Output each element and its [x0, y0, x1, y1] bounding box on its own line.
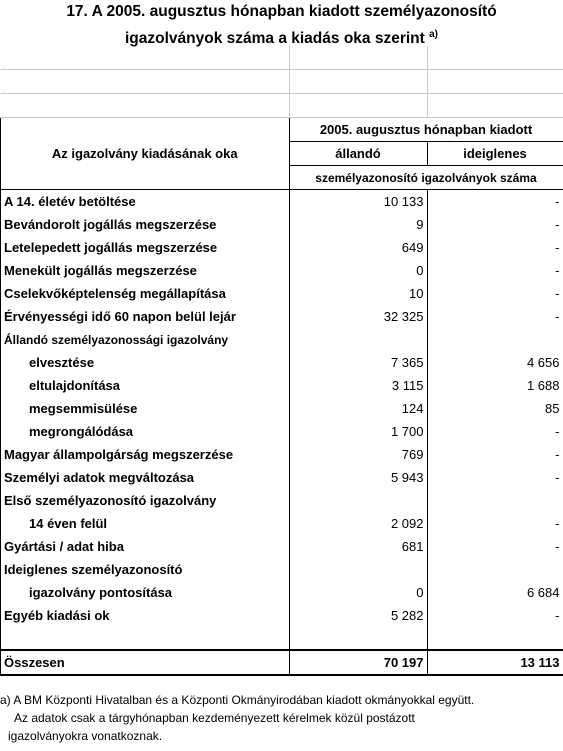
permanent-value: 5 282 [289, 604, 427, 627]
temporary-value: - [427, 512, 563, 535]
permanent-value: 1 700 [289, 420, 427, 443]
table-row [1, 305, 563, 328]
temporary-value: - [427, 443, 563, 466]
row-label: Állandó személyazonossági igazolvány [1, 328, 290, 351]
col-permanent-header: állandó [289, 142, 427, 166]
temporary-value: - [427, 535, 563, 558]
row-label: Magyar állampolgárság megszerzése [1, 443, 290, 466]
row-label: Letelepedett jogállás megszerzése [1, 236, 290, 259]
table-row [1, 282, 563, 305]
table-row [1, 581, 563, 604]
table-row [1, 558, 563, 581]
row-label: Cselekvőképtelenség megállapítása [1, 282, 290, 305]
table-row [1, 420, 563, 443]
row-label: megrongálódása [1, 420, 290, 443]
permanent-value: 124 [289, 397, 427, 420]
total-temporary: 13 113 [427, 650, 563, 675]
footnote-line-3: igazolványokra vonatkoznak. [8, 729, 163, 743]
period-header: 2005. augusztus hónapban kiadott [289, 118, 563, 142]
table-row [1, 213, 563, 236]
row-label: Egyéb kiadási ok [1, 604, 290, 627]
permanent-value: 649 [289, 236, 427, 259]
temporary-value: 6 684 [427, 581, 563, 604]
permanent-value: 0 [289, 581, 427, 604]
row-label: Menekült jogállás megszerzése [1, 259, 290, 282]
temporary-value [427, 328, 563, 351]
permanent-value: 769 [289, 443, 427, 466]
temporary-value: - [427, 604, 563, 627]
table-row [1, 489, 563, 512]
permanent-value [289, 558, 427, 581]
row-label: igazolvány pontosítása [1, 581, 290, 604]
permanent-value: 9 [289, 213, 427, 236]
table-row [1, 443, 563, 466]
permanent-value [289, 328, 427, 351]
permanent-value: 32 325 [289, 305, 427, 328]
temporary-value: - [427, 259, 563, 282]
row-label: elvesztése [1, 351, 290, 374]
row-label-header: Az igazolvány kiadásának oka [1, 142, 290, 166]
total-permanent: 70 197 [289, 650, 427, 675]
temporary-value: - [427, 190, 563, 214]
permanent-value: 5 943 [289, 466, 427, 489]
table-row [1, 512, 563, 535]
temporary-value: - [427, 420, 563, 443]
row-label: eltulajdonítása [1, 374, 290, 397]
temporary-value: - [427, 236, 563, 259]
table-row [1, 604, 563, 627]
title-line-2-text: igazolványok száma a kiadás oka szerint [124, 30, 425, 47]
row-label: Érvényességi idő 60 napon belül lejár [1, 305, 290, 328]
temporary-value: - [427, 305, 563, 328]
footnote-line-2: Az adatok csak a tárgyhónapban kezdeményezett kérelmek közül postázott [14, 711, 415, 725]
row-label: megsemmisülése [1, 397, 290, 420]
temporary-value: 1 688 [427, 374, 563, 397]
footnote [0, 691, 563, 745]
permanent-value [289, 489, 427, 512]
temporary-value: - [427, 213, 563, 236]
title-note-mark: a) [429, 29, 439, 40]
temporary-value: - [427, 282, 563, 305]
table-row [1, 351, 563, 374]
table-row [1, 190, 563, 214]
row-label: Gyártási / adat hiba [1, 535, 290, 558]
row-label: A 14. életév betöltése [1, 190, 290, 214]
row-label: Bevándorolt jogállás megszerzése [1, 213, 290, 236]
table-row [1, 259, 563, 282]
row-label: Ideiglenes személyazonosító [1, 558, 290, 581]
row-label: 14 éven felül [1, 512, 290, 535]
total-row [1, 650, 563, 675]
table-row [1, 466, 563, 489]
table-row [1, 236, 563, 259]
table-row [1, 397, 563, 420]
table-row [1, 328, 563, 351]
permanent-value: 2 092 [289, 512, 427, 535]
col-temporary-header: ideiglenes [427, 142, 563, 166]
table-row [1, 374, 563, 397]
unit-header: személyazonosító igazolványok száma [289, 166, 563, 190]
total-label: Összesen [1, 650, 290, 675]
statistics-table [0, 46, 563, 676]
table-row [1, 535, 563, 558]
title-line-1: 17. A 2005. augusztus hónapban kiadott személyazonosító [66, 3, 497, 20]
temporary-value: - [427, 466, 563, 489]
permanent-value: 10 133 [289, 190, 427, 214]
permanent-value: 7 365 [289, 351, 427, 374]
row-label: Első személyazonosító igazolvány [1, 489, 290, 512]
permanent-value: 0 [289, 259, 427, 282]
footnote-line-1: a) A BM Központi Hivatalban és a Központi Okmányirodában kiadott okmányokkal együtt. [0, 693, 475, 707]
permanent-value: 3 115 [289, 374, 427, 397]
permanent-value: 10 [289, 282, 427, 305]
table-title [0, 0, 563, 46]
temporary-value: 85 [427, 397, 563, 420]
temporary-value [427, 489, 563, 512]
row-label: Személyi adatok megváltozása [1, 466, 290, 489]
temporary-value: 4 656 [427, 351, 563, 374]
temporary-value [427, 558, 563, 581]
permanent-value: 681 [289, 535, 427, 558]
